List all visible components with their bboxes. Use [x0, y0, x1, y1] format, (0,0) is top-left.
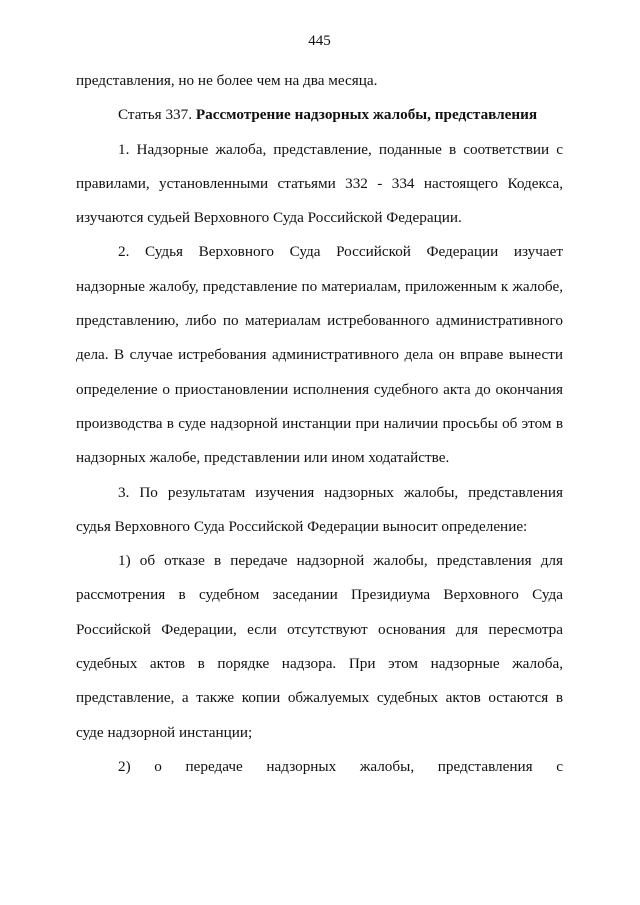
page-number: 445 [308, 33, 331, 49]
document-body [76, 64, 563, 784]
subparagraph-1: 1) об отказе в передаче надзорной жалобы, представления для рассмотрения в судебном заседании Президиума Верховного Суда Российской Федерации, если отсутствуют основания для пересмотра судебных актов в порядке надзора. При этом надзорные жалоба, представление, а также копии обжалуемых судебных актов остаются в суде надзорной инстанции; [76, 552, 563, 741]
article-heading [76, 98, 563, 132]
paragraph-3: 3. По результатам изучения надзорных жалобы, представления судья Верховного Суда Российской Федерации выносит определение: [76, 483, 563, 535]
paragraph-2: 2. Судья Верховного Суда Российской Федерации изучает надзорные жалобу, представление по материалам, приложенным к жалобе, представлению, либо по материалам истребованного административного дела. В случае истребования административного дела он вправе вынести определение о приостановлении исполнения судебного акта до окончания производства в суде надзорной инстанции при наличии просьбы об этом в надзорных жалобе, представлении или ином ходатайстве. [76, 243, 563, 467]
paragraph-1: 1. Надзорные жалоба, представление, поданные в соответствии с правилами, установленными статьями 332 - 334 настоящего Кодекса, изучаются судьей Верховного Суда Российской Федерации. [76, 140, 563, 227]
article-title: Рассмотрение надзорных жалобы, представления [195, 106, 538, 124]
article-number: Статья 337. [118, 106, 193, 124]
continuation-text: представления, но не более чем на два месяца. [76, 72, 378, 89]
subparagraph-2: 2) о передаче надзорных жалобы, представления с [118, 757, 563, 775]
